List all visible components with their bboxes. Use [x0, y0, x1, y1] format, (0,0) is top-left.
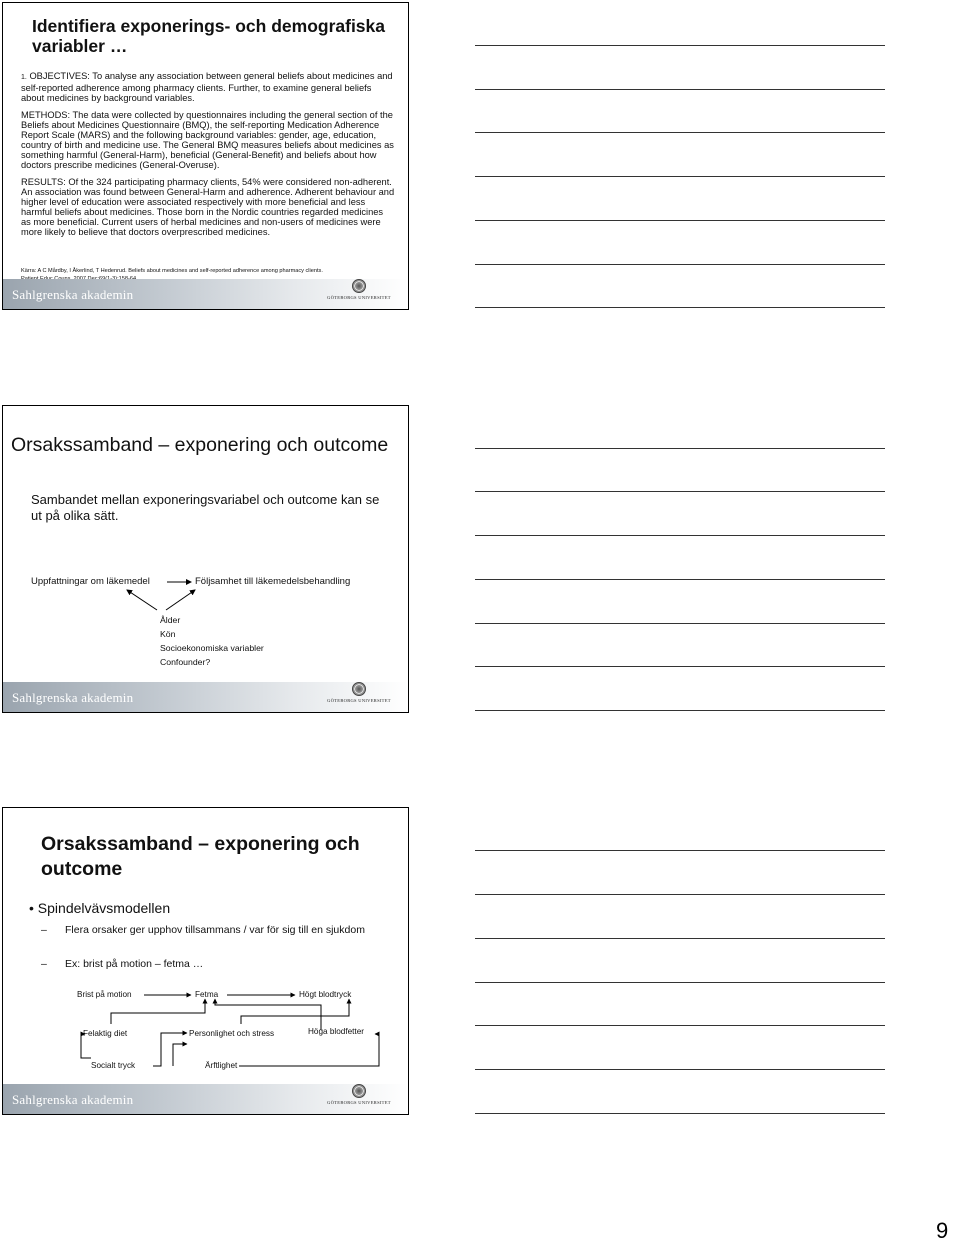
note-line	[475, 448, 885, 449]
note-line	[475, 176, 885, 177]
sub-bullet-2-text: Ex: brist på motion – fetma …	[65, 958, 204, 970]
arrow-arftlighet-hoga	[239, 1034, 379, 1066]
note-line	[475, 89, 885, 90]
slide-3	[2, 807, 409, 1115]
node-exposure: Uppfattningar om läkemedel	[31, 576, 150, 587]
slide-footer	[3, 1084, 408, 1114]
note-line	[475, 535, 885, 536]
university-seal-icon	[352, 1084, 366, 1098]
university-seal	[324, 1084, 394, 1106]
node-brist-pa-motion: Brist på motion	[77, 990, 132, 999]
bullet-dot-icon: •	[29, 900, 38, 916]
node-personlighet-och-stress: Personlighet och stress	[189, 1029, 275, 1038]
note-line	[475, 491, 885, 492]
note-line	[475, 623, 885, 624]
objectives-number: 1.	[21, 74, 27, 81]
reference-line-1: Kärra: A C Mårdby, I Åkerlind, T Hedenrud. Beliefs about medicines and self-reported adherence among pharmacy clients.	[21, 268, 323, 274]
note-line	[475, 710, 885, 711]
university-name: GÖTEBORGS UNIVERSITET	[327, 295, 391, 300]
methods-paragraph: METHODS: The data were collected by questionnaires including the general section of the Beliefs about Medicines Questionnaire (BMQ), the self-reporting Medication Adherence Report Scale (MARS) and the following background variables: gender, age, education, country of birth and medicine use. The General BMQ measures beliefs about medicines as something harmful (General-Harm), beneficial (General-Benefit) and beliefs about how doctors prescribe medicines (General-Overuse).	[21, 110, 394, 170]
arrow-confounder-outcome	[166, 590, 195, 610]
university-name: GÖTEBORGS UNIVERSITET	[327, 698, 391, 703]
slide-2-body: Sambandet mellan exponeringsvariabel och outcome kan se ut på olika sätt.	[31, 492, 380, 523]
note-line	[475, 666, 885, 667]
note-line	[475, 1025, 885, 1026]
arrow-arftlighet-personlighet	[173, 1044, 187, 1066]
node-felaktig-diet: Felaktig diet	[83, 1029, 128, 1038]
sahlgrenska-logo-text: Sahlgrenska akademin	[12, 1092, 134, 1107]
university-seal-icon	[352, 279, 366, 293]
university-seal	[324, 279, 394, 301]
node-outcome: Följsamhet till läkemedelsbehandling	[195, 576, 351, 587]
arrow-felaktig-fetma	[111, 999, 205, 1024]
confounder-item: Kön	[160, 629, 176, 639]
university-name: GÖTEBORGS UNIVERSITET	[327, 1100, 391, 1105]
university-seal	[324, 682, 394, 704]
dash-icon: –	[41, 958, 47, 970]
slide-footer	[3, 279, 408, 309]
confounder-item: Confounder?	[160, 657, 211, 667]
objectives-text: OBJECTIVES: To analyse any association between general beliefs about medicines and self-reported adherence among pharmacy clients. Further, to examine general beliefs about medicines by background variables.	[21, 71, 393, 103]
sahlgrenska-logo-text: Sahlgrenska akademin	[12, 287, 134, 302]
slide-1	[2, 2, 409, 310]
slide-footer	[3, 682, 408, 712]
dash-icon: –	[41, 924, 47, 936]
slide-1-abstract	[21, 71, 395, 244]
arrow-socialt-personlighet	[153, 1033, 187, 1066]
note-line	[475, 132, 885, 133]
arrow-personlighet-hogt	[241, 999, 349, 1024]
slide-2-title: Orsakssamband – exponering och outcome	[11, 434, 389, 456]
note-line	[475, 938, 885, 939]
node-hoga-blodfetter: Höga blodfetter	[308, 1027, 364, 1036]
note-line	[475, 1113, 885, 1114]
slide-1-title: Identifiera exponerings- och demografiska variabler …	[32, 16, 385, 56]
note-line	[475, 1069, 885, 1070]
objectives-paragraph	[21, 71, 395, 103]
sahlgrenska-logo-text: Sahlgrenska akademin	[12, 690, 134, 705]
node-hogt-blodtryck: Högt blodtryck	[299, 990, 352, 999]
node-arftlighet: Ärftlighet	[205, 1061, 238, 1070]
results-paragraph: RESULTS: Of the 324 participating pharmacy clients, 54% were considered non-adherent. An association was found between General-Harm and adherence. Adherent behaviour and higher level of education were associated respectively with more beneficial and less harmful beliefs about medicines. Those born in the Nordic countries regarded medicines as more beneficial. Current users of herbal medicines and non-users of medicines were more likely to believe that doctors overprescribed medicines.	[21, 177, 395, 237]
confounder-item: Socioekonomiska variabler	[160, 643, 264, 653]
note-line	[475, 220, 885, 221]
note-line	[475, 579, 885, 580]
confounder-list	[160, 613, 264, 669]
confounder-item: Ålder	[160, 615, 181, 625]
arrow-hoga-fetma	[215, 999, 321, 1030]
note-line	[475, 850, 885, 851]
university-seal-icon	[352, 682, 366, 696]
note-line	[475, 264, 885, 265]
slide-3-title: Orsakssamband – exponering och outcome	[41, 833, 360, 880]
note-line	[475, 45, 885, 46]
note-line	[475, 307, 885, 308]
sub-bullet-1-text: Flera orsaker ger upphov tillsammans / var för sig till en sjukdom	[65, 924, 365, 936]
arrow-confounder-exposure	[127, 590, 157, 610]
node-fetma: Fetma	[195, 990, 219, 999]
node-socialt-tryck: Socialt tryck	[91, 1061, 136, 1070]
slide-2	[2, 405, 409, 713]
bullet-text: Spindelvävsmodellen	[37, 900, 171, 916]
note-line	[475, 894, 885, 895]
note-line	[475, 982, 885, 983]
page-number: 9	[936, 1218, 949, 1243]
